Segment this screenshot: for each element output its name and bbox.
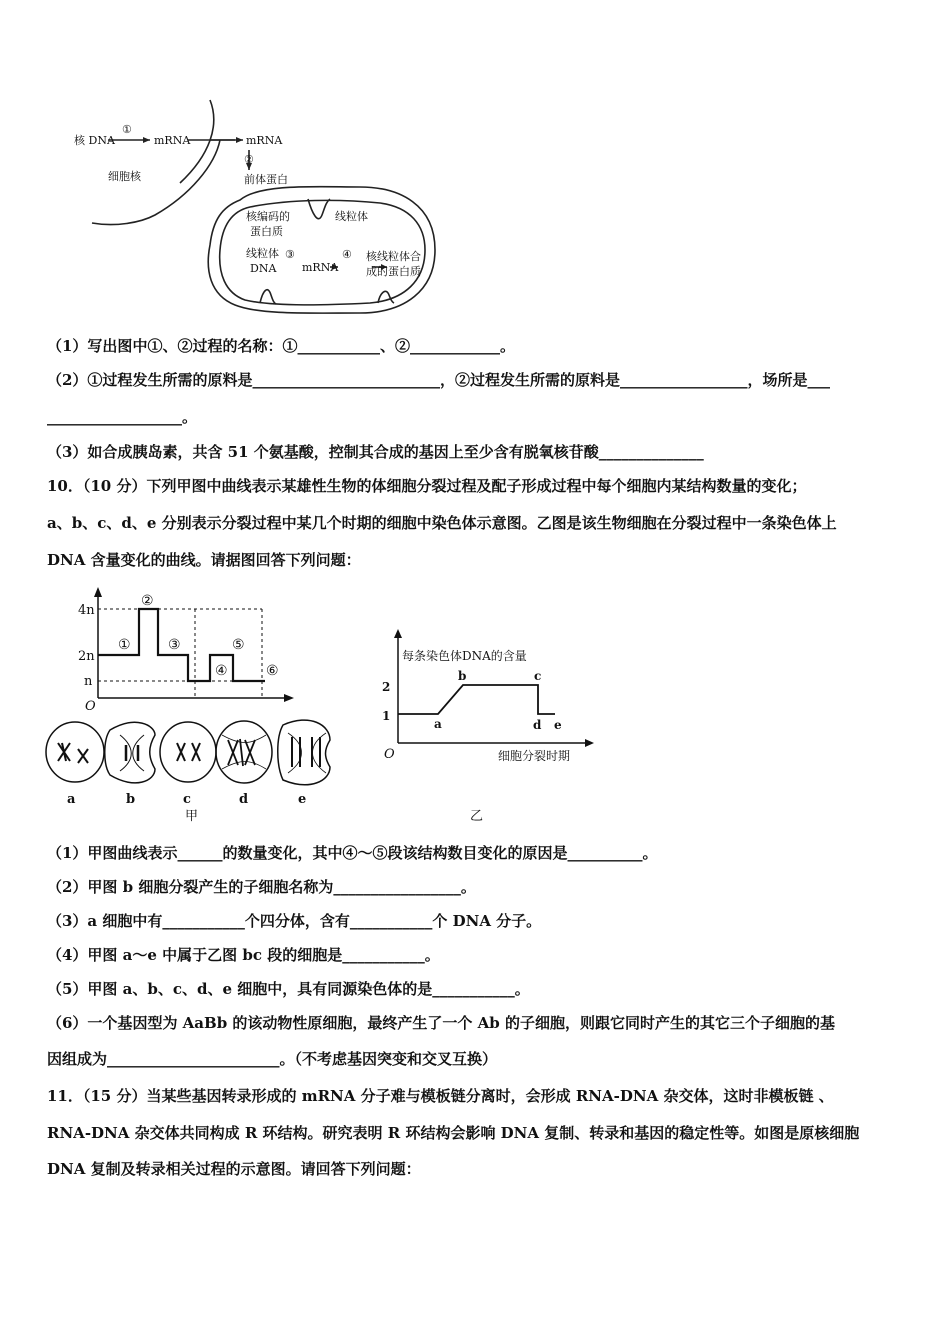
q10-part3: （3）a 细胞中有___________个四分体，含有___________个 DNA 分子。	[47, 912, 542, 930]
y-tick-1: 1	[382, 709, 391, 723]
q10-part4: （4）甲图 a～e 中属于乙图 bc 段的细胞是___________。	[47, 946, 440, 964]
origin-label: O	[85, 699, 96, 714]
mrna-label-2: mRNA	[246, 134, 283, 147]
q11-intro-2: RNA-DNA 杂交体共同构成 R 环结构。研究表明 R 环结构会影响 DNA 复制、转录和基因的稳定性等。如图是原核细胞	[47, 1124, 860, 1142]
q9-part1: （1）写出图中①、②过程的名称：①___________、②____________。	[47, 337, 515, 355]
chart-origin: O	[384, 747, 395, 762]
q9-part3: （3）如合成胰岛素，共含 51 个氨基酸，控制其合成的基因上至少含有脱氧核苷酸______________	[47, 443, 704, 461]
segment-2-label: ②	[141, 593, 154, 609]
cell-label-d: d	[239, 792, 249, 807]
point-label-c: c	[534, 669, 542, 683]
mito-dna-label: 线粒体	[246, 247, 279, 260]
q10-intro-2: a、b、c、d、e 分别表示分裂过程中某几个时期的细胞中染色体示意图。乙图是该生物细胞在分裂过程中一条染色体上	[47, 514, 837, 532]
segment-1-label: ①	[118, 637, 131, 653]
cell-label-c: c	[183, 792, 191, 807]
dna-content-line	[398, 685, 555, 714]
q10-part1: （1）甲图曲线表示______的数量变化，其中④～⑤段该结构数目变化的原因是__________。	[47, 844, 658, 862]
segment-5-label: ⑤	[232, 637, 245, 653]
q10-part2: （2）甲图 b 细胞分裂产生的子细胞名称为_________________。	[47, 878, 476, 896]
q11-intro-3: DNA 复制及转录相关过程的示意图。请回答下列问题：	[47, 1160, 421, 1178]
point-label-e: e	[554, 718, 562, 732]
mito-dna-label-2: DNA	[250, 262, 277, 275]
y-label-n: n	[84, 674, 93, 689]
point-label-d: d	[533, 718, 542, 732]
point-label-a: a	[434, 717, 442, 731]
mitochondrion-label: 线粒体	[335, 210, 368, 223]
mito-protein-label-2: 成的蛋白质	[366, 265, 421, 278]
segment-6-label: ⑥	[266, 663, 279, 679]
mito-protein-label: 核线粒体合	[366, 250, 421, 263]
cell-label-b: b	[126, 792, 136, 807]
q10-part5: （5）甲图 a、b、c、d、e 细胞中，具有同源染色体的是___________。	[47, 980, 530, 998]
q11-intro-1: 11．（15 分）当某些基因转录形成的 mRNA 分子难与模板链分离时，会形成 RNA-DNA 杂交体，这时非模板链 、	[47, 1087, 834, 1105]
figure-gene-expression	[60, 95, 460, 335]
q10-intro-3: DNA 含量变化的曲线。请据图回答下列问题：	[47, 551, 361, 569]
nuclear-encoded-protein-label: 核编码的	[246, 210, 290, 223]
chart-title: 每条染色体DNA的含量	[402, 649, 527, 663]
chart-x-label: 细胞分裂时期	[498, 749, 571, 763]
figure-jia-caption: 甲	[185, 809, 199, 824]
nucleus-label: 细胞核	[108, 170, 141, 183]
figure-yi-chart	[370, 625, 600, 825]
y-tick-2: 2	[382, 680, 391, 694]
step-3-label: ③	[285, 248, 295, 261]
mrna-label-3: mRNA	[302, 261, 339, 274]
y-axis-arrow	[394, 629, 402, 638]
nuclear-dna-label: 核 DNA	[74, 134, 115, 147]
figure-yi-caption: 乙	[470, 809, 484, 824]
mrna-label-1: mRNA	[154, 134, 191, 147]
q10-intro-1: 10．（10 分）下列甲图中曲线表示某雄性生物的体细胞分裂过程及配子形成过程中每个细胞内某结构数量的变化；	[47, 477, 807, 495]
q9-part2-cont: __________________。	[47, 408, 198, 426]
segment-3-label: ③	[168, 637, 181, 653]
cell-label-e: e	[298, 792, 307, 807]
y-label-4n: 4n	[78, 603, 95, 618]
step-2-label: ②	[244, 153, 254, 166]
cell-label-a: a	[67, 792, 76, 807]
precursor-protein-label: 前体蛋白	[244, 173, 288, 186]
figure-jia	[40, 585, 350, 825]
nuclear-encoded-protein-label-2: 蛋白质	[250, 225, 283, 238]
x-axis-arrow	[585, 739, 594, 747]
y-label-2n: 2n	[78, 649, 95, 664]
q9-part2: （2）①过程发生所需的原料是_________________________，②过程发生所需的原料是_________________，场所是___	[47, 371, 830, 389]
step-4-label: ④	[342, 248, 352, 261]
q10-part6-cont: 因组成为_______________________。（不考虑基因突变和交叉互换）	[47, 1050, 498, 1068]
q10-part6: （6）一个基因型为 AaBb 的该动物性原细胞，最终产生了一个 Ab 的子细胞，则跟它同时产生的其它三个子细胞的基	[47, 1014, 835, 1032]
segment-4-label: ④	[215, 663, 228, 679]
point-label-b: b	[458, 669, 467, 683]
step-1-label: ①	[122, 123, 132, 136]
